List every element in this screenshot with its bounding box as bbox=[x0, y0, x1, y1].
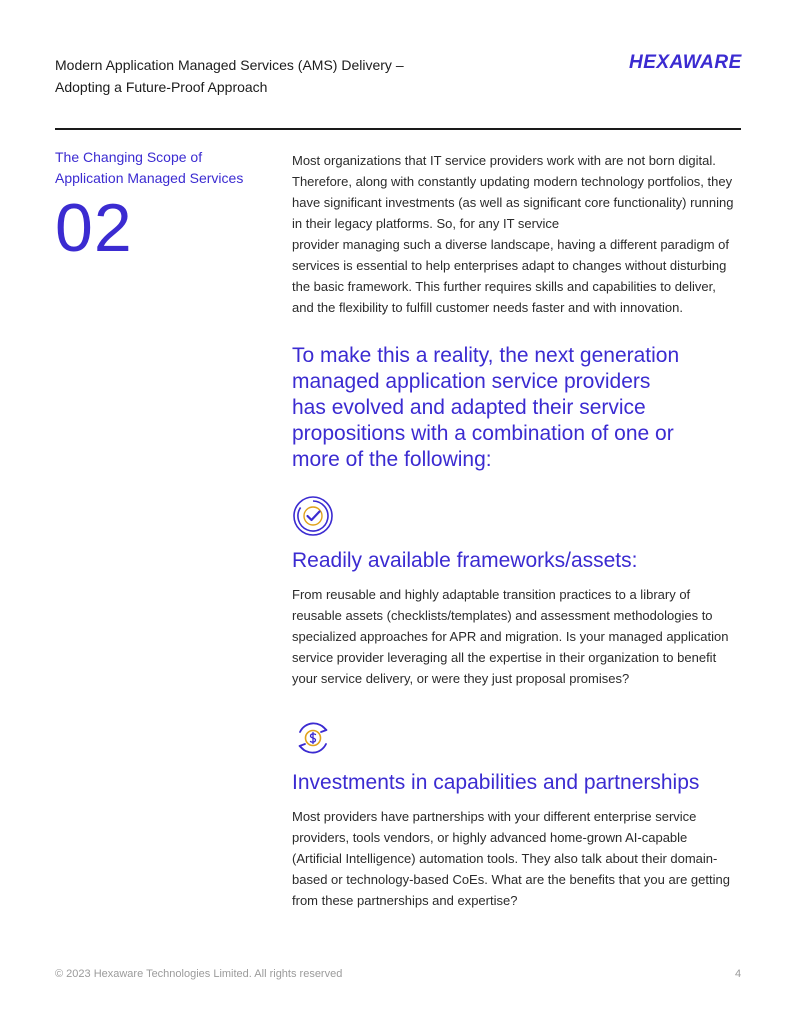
copyright-text: © 2023 Hexaware Technologies Limited. All rights reserved bbox=[55, 968, 343, 980]
section-label-line: Application Managed Services bbox=[55, 170, 244, 186]
text-line: Most organizations that IT service providers work with are not born digital. bbox=[292, 153, 716, 168]
intro-paragraph bbox=[292, 150, 742, 318]
text-line: (Artificial Intelligence) automation tools. They also talk about their domain- bbox=[292, 851, 718, 866]
callout-line: managed application service providers bbox=[292, 370, 651, 393]
text-line: the basic framework. This further requires skills and capabilities to deliver, bbox=[292, 279, 716, 294]
text-line: and the flexibility to fulfill customer needs faster and with innovation. bbox=[292, 300, 683, 315]
page-number: 4 bbox=[735, 968, 742, 980]
text-line: services is essential to help enterprises adapt to changes without disturbing bbox=[292, 258, 727, 273]
callout-line: has evolved and adapted their service bbox=[292, 396, 646, 419]
dollar-cycle-icon bbox=[292, 717, 334, 759]
section-label bbox=[55, 147, 275, 189]
document-title-line: Adopting a Future-Proof Approach bbox=[55, 79, 268, 95]
text-line: service provider leveraging all the expertise in their organization to benefit bbox=[292, 650, 717, 665]
text-line: your service delivery, or were they just proposal promises? bbox=[292, 671, 630, 686]
text-line: specialized approaches for APR and migration. Is your managed application bbox=[292, 629, 729, 644]
text-line: Therefore, along with constantly updating modern technology portfolios, they bbox=[292, 174, 733, 189]
text-line: providers, tools vendors, or highly advanced home-grown AI-capable bbox=[292, 830, 688, 845]
text-line: reusable assets (checklists/templates) and assessment methodologies to bbox=[292, 608, 713, 623]
text-line: from these partnerships and expertise? bbox=[292, 893, 518, 908]
text-line: provider managing such a diverse landscape, having a different paradigm of bbox=[292, 237, 729, 252]
section-label-line: The Changing Scope of bbox=[55, 149, 203, 165]
investments-heading: Investments in capabilities and partnerships bbox=[292, 771, 700, 794]
hexaware-logo: HEXAWARE bbox=[629, 52, 742, 73]
header-divider bbox=[55, 128, 741, 130]
callout-line: more of the following: bbox=[292, 448, 492, 471]
text-line: From reusable and highly adaptable transition practices to a library of bbox=[292, 587, 691, 602]
callout-line: propositions with a combination of one or bbox=[292, 422, 674, 445]
main-content bbox=[292, 150, 742, 911]
investments-paragraph bbox=[292, 806, 742, 911]
text-line: have significant investments (as well as significant core functionality) running bbox=[292, 195, 734, 210]
callout-line: To make this a reality, the next generation bbox=[292, 344, 680, 367]
checkmark-badge-icon bbox=[292, 495, 334, 537]
text-line: based or technology-based CoEs. What are the benefits that you are getting bbox=[292, 872, 730, 887]
text-line: Most providers have partnerships with your different enterprise service bbox=[292, 809, 697, 824]
text-line: in their legacy platforms. So, for any IT service bbox=[292, 216, 560, 231]
section-number: 02 bbox=[55, 190, 133, 266]
callout-quote bbox=[292, 343, 742, 473]
frameworks-paragraph bbox=[292, 584, 742, 689]
document-title-line: Modern Application Managed Services (AMS) Delivery – bbox=[55, 57, 404, 73]
document-title bbox=[55, 54, 475, 98]
frameworks-heading: Readily available frameworks/assets: bbox=[292, 549, 638, 572]
